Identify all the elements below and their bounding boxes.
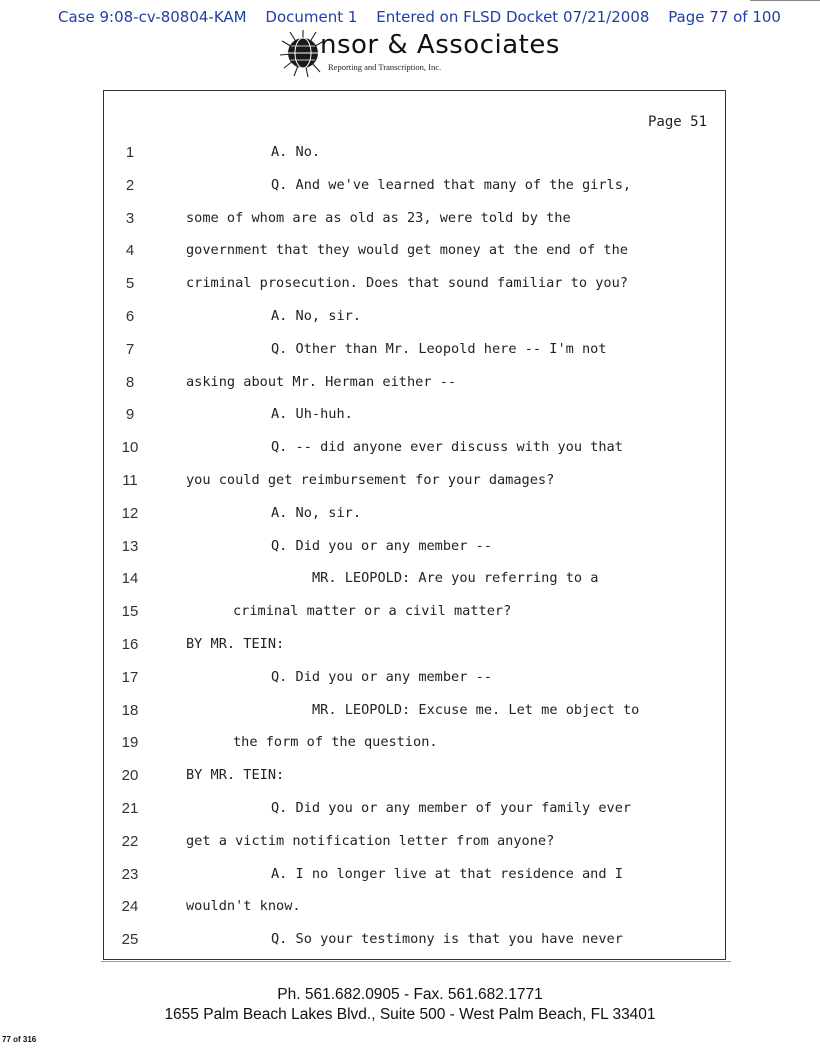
line-text: A. No, sir. bbox=[271, 307, 362, 324]
transcript-line bbox=[103, 663, 726, 696]
line-number: 14 bbox=[121, 570, 139, 588]
transcript-line bbox=[103, 597, 726, 630]
court-docket-header bbox=[58, 8, 781, 26]
line-text: criminal matter or a civil matter? bbox=[233, 603, 512, 620]
line-number: 9 bbox=[125, 406, 135, 424]
line-text: A. I no longer live at that residence and I bbox=[271, 865, 623, 882]
transcript-lines bbox=[103, 138, 726, 958]
transcript-line bbox=[103, 761, 726, 794]
line-number: 5 bbox=[125, 275, 135, 293]
line-text: criminal prosecution. Does that sound familiar to you? bbox=[186, 275, 628, 292]
transcript-line bbox=[103, 925, 726, 958]
line-number: 22 bbox=[121, 832, 139, 850]
line-number: 19 bbox=[121, 734, 139, 752]
line-number: 17 bbox=[121, 668, 139, 686]
line-text: you could get reimbursement for your damages? bbox=[186, 471, 555, 488]
document-number: Document 1 bbox=[265, 8, 358, 26]
line-text: Q. Did you or any member of your family ever bbox=[271, 799, 632, 816]
line-number: 8 bbox=[125, 373, 135, 391]
line-text: MR. LEOPOLD: Are you referring to a bbox=[312, 570, 599, 587]
line-number: 24 bbox=[121, 898, 139, 916]
transcript-line bbox=[103, 892, 726, 925]
transcript-line bbox=[103, 335, 726, 368]
transcript-line bbox=[103, 302, 726, 335]
letterhead-logo bbox=[278, 28, 578, 84]
transcript-line bbox=[103, 269, 726, 302]
line-text: asking about Mr. Herman either -- bbox=[186, 373, 457, 390]
line-number: 6 bbox=[125, 307, 135, 325]
line-text: government that they would get money at the end of the bbox=[186, 242, 628, 259]
company-tagline: Reporting and Transcription, Inc. bbox=[328, 62, 442, 72]
line-number: 11 bbox=[122, 471, 138, 489]
transcript-line bbox=[103, 368, 726, 401]
line-number: 16 bbox=[121, 635, 139, 653]
transcript-line bbox=[103, 138, 726, 171]
transcript-line bbox=[103, 827, 726, 860]
footer-address: 1655 Palm Beach Lakes Blvd., Suite 500 - West Palm Beach, FL 33401 bbox=[164, 1006, 656, 1023]
line-text: Q. -- did anyone ever discuss with you that bbox=[271, 439, 623, 456]
transcript-line bbox=[103, 728, 726, 761]
line-text: MR. LEOPOLD: Excuse me. Let me object to bbox=[312, 701, 640, 718]
line-text: some of whom are as old as 23, were told by the bbox=[186, 209, 571, 226]
line-text: A. Uh-huh. bbox=[271, 406, 353, 423]
letterhead-footer bbox=[0, 985, 820, 1025]
line-text: Q. Did you or any member -- bbox=[271, 668, 492, 685]
line-text: Q. Did you or any member -- bbox=[271, 537, 492, 554]
line-number: 3 bbox=[125, 209, 135, 227]
case-number: Case 9:08-cv-80804-KAM bbox=[58, 8, 247, 26]
transcript-line bbox=[103, 466, 726, 499]
line-text: Q. Other than Mr. Leopold here -- I'm not bbox=[271, 340, 607, 357]
line-number: 13 bbox=[121, 537, 139, 555]
pdf-page-count: 77 of 316 bbox=[2, 1035, 37, 1044]
line-number: 7 bbox=[125, 340, 135, 358]
line-number: 18 bbox=[121, 701, 139, 719]
line-text: Q. And we've learned that many of the girls, bbox=[271, 176, 632, 193]
transcript-page-number: Page 51 bbox=[648, 114, 708, 130]
transcript-line bbox=[103, 400, 726, 433]
transcript-line bbox=[103, 433, 726, 466]
line-text: A. No, sir. bbox=[271, 504, 362, 521]
line-text: wouldn't know. bbox=[186, 898, 301, 915]
transcript-line bbox=[103, 171, 726, 204]
line-text: the form of the question. bbox=[233, 734, 438, 751]
frame-bottom-rule bbox=[101, 961, 731, 962]
line-number: 21 bbox=[121, 799, 139, 817]
line-number: 10 bbox=[121, 439, 139, 457]
transcript-line bbox=[103, 794, 726, 827]
transcript-line bbox=[103, 499, 726, 532]
transcript-line bbox=[103, 564, 726, 597]
transcript-line bbox=[103, 532, 726, 565]
line-text: BY MR. TEIN: bbox=[186, 767, 285, 784]
line-number: 4 bbox=[125, 242, 135, 260]
line-number: 12 bbox=[121, 504, 139, 522]
transcript-line bbox=[103, 236, 726, 269]
docket-page-of: Page 77 of 100 bbox=[668, 8, 781, 26]
transcript-line bbox=[103, 204, 726, 237]
line-text: Q. So your testimony is that you have never bbox=[271, 931, 623, 948]
line-text: A. No. bbox=[271, 144, 321, 160]
line-number: 23 bbox=[121, 865, 139, 883]
line-text: BY MR. TEIN: bbox=[186, 635, 285, 652]
line-text: get a victim notification letter from anyone? bbox=[186, 832, 555, 849]
company-name: nsor & Associates bbox=[320, 30, 560, 60]
transcript-line bbox=[103, 696, 726, 729]
line-number: 25 bbox=[121, 931, 139, 949]
docket-entry: Entered on FLSD Docket 07/21/2008 bbox=[376, 8, 650, 26]
transcript-line bbox=[103, 860, 726, 893]
line-number: 2 bbox=[125, 176, 135, 194]
top-rule bbox=[750, 0, 820, 1]
transcript-line bbox=[103, 630, 726, 663]
line-number: 20 bbox=[121, 767, 139, 785]
line-number: 1 bbox=[125, 144, 135, 161]
line-number: 15 bbox=[121, 603, 139, 621]
footer-phone-fax: Ph. 561.682.0905 - Fax. 561.682.1771 bbox=[277, 986, 543, 1003]
